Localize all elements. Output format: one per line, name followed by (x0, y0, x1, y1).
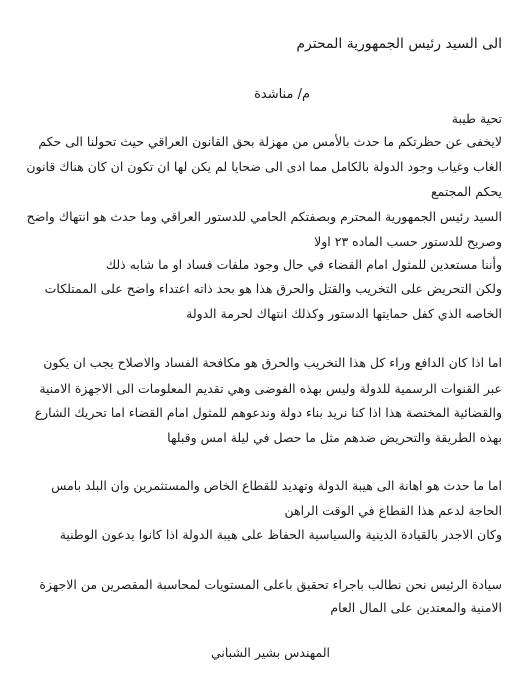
paragraph-2-line-5: الخاصه الذي كفل حمايتها الدستور وكذلك انتهاك لحرمة الدولة (186, 306, 502, 321)
letter-signature: المهندس بشير الشباني (210, 645, 330, 660)
paragraph-4-line-2: الحاجة لدعم هذا القطاع في الوقت الراهن (284, 503, 502, 518)
paragraph-2-line-3: وأننا مستعدين للمثول امام القضاء في حال وجود ملفات فساد او ما شابه ذلك (105, 257, 502, 272)
paragraph-2-line-1: السيد رئيس الجمهورية المحترم وبصفتكم الحامي للدستور العراقي وما حدث هو انتهاك واضح (26, 209, 502, 224)
paragraph-3-line-2: عبر القنوات الرسمية للدولة وليس بهذه الفوضى وهي تقديم المعلومات الى الاجهزة الامنية (39, 381, 502, 396)
paragraph-2-line-4: ولكن التحريض على التخريب والقتل والحرق هذا هو بحد ذاته اعتداء واضح على الممتلكات (44, 281, 502, 296)
letter-greeting: تحية طيبة (451, 111, 502, 126)
paragraph-5-line-2: الامنية والمعتدين على المال العام (330, 600, 502, 615)
letter-addressee: الى السيد رئيس الجمهورية المحترم (296, 36, 502, 52)
letter-subject: م/ مناشدة (254, 87, 310, 102)
paragraph-1-line-2: الغاب وغياب وجود الدولة بالكامل مما ادى الى ضحايا لم يكن لها ان تكون ان كان هناك قانون (26, 159, 502, 174)
paragraph-5-line-1: سيادة الرئيس نحن نطالب باجراء تحقيق باعلى المستويات لمحاسبة المقصرين من الاجهزة (39, 577, 502, 592)
paragraph-4-line-1: اما ما حدث هو اهانة الى هيبة الدولة وتهديد للقطاع الخاص والمستثمرين وان البلد بامس (51, 478, 502, 493)
paragraph-3-line-4: بهذه الطريقة والتحريض ضدهم مثل ما حصل في ليلة امس وقبلها (167, 430, 502, 445)
paragraph-3-line-1: اما اذا كان الدافع وراء كل هذا التخريب والحرق هو مكافحة الفساد والاصلاح يجب ان يكون (43, 355, 502, 370)
paragraph-3-line-3: والقضائية المختصة هذا اذا كنا نريد بناء دولة وندعوهم للمثول امام القضاء اما تحريك الشارع (34, 405, 502, 420)
paragraph-2-line-2: وصريح للدستور حسب الماده ٢٣ اولا (314, 234, 502, 249)
paragraph-1-line-3: يحكم المجتمع (431, 184, 502, 199)
paragraph-1-line-1: لايخفى عن حظرتكم ما حدث بالأمس من مهزلة بحق القانون العراقي حيث تحولنا الى حكم (38, 134, 502, 149)
paragraph-4-line-3: وكان الاجدر بالقيادة الدينية والسياسية الحفاظ على هيبة الدولة اذا كانوا يدعون الوطنية (59, 527, 502, 542)
